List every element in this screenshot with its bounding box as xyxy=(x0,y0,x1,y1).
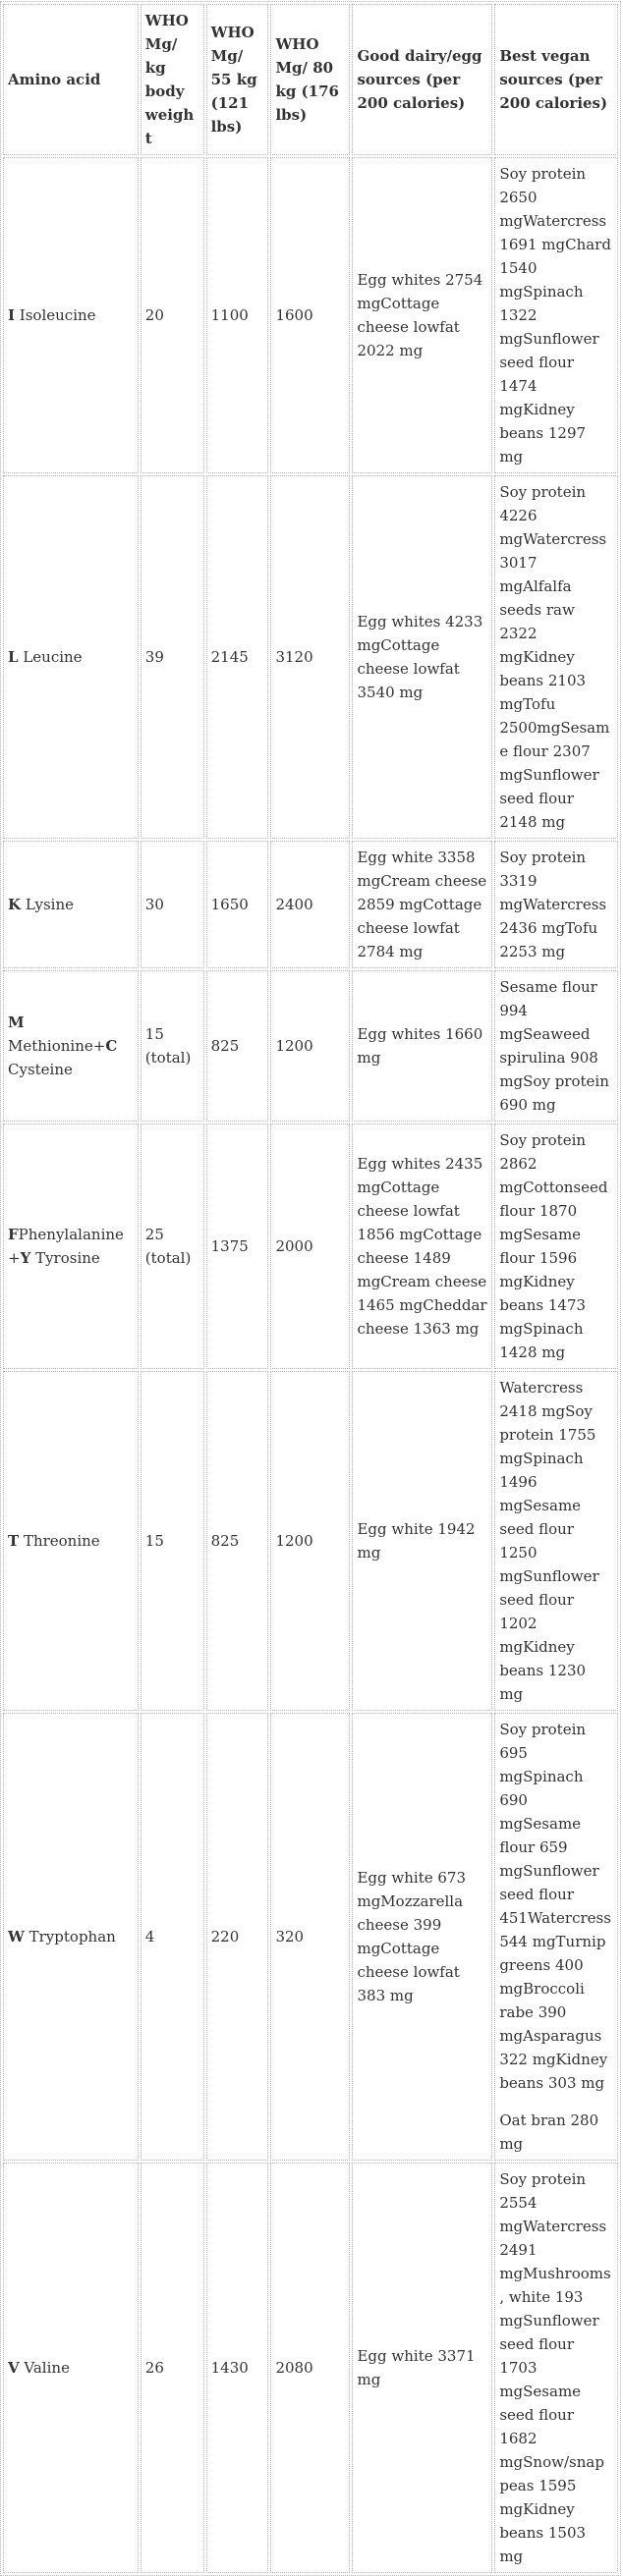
amino-acid-letter-2: Y xyxy=(20,1249,31,1267)
amino-acid-name-2: Tyrosine xyxy=(30,1249,100,1267)
amino-acid-name-2: Cysteine xyxy=(8,1061,73,1078)
who-55kg-cell: 1430 xyxy=(206,2163,269,2573)
dairy-sources-cell: Egg whites 2435 mgCottage cheese lowfat 1856 mgCottage cheese 1489 mgCream cheese 1465 mgCheddar cheese 1363 mg xyxy=(352,1124,492,1369)
vegan-sources-text: Soy protein 2650 mgWatercress 1691 mgChard 1540 mgSpinach 1322 mgSunflower seed flour 1474 mgKidney beans 1297 mg xyxy=(499,165,611,466)
vegan-sources-cell xyxy=(494,2163,618,2573)
header-vegan-sources: Best vegan sources (per 200 calories) xyxy=(494,4,618,155)
amino-acid-cell xyxy=(3,475,139,839)
vegan-sources-text: Soy protein 3319 mgWatercress 2436 mgTofu 2253 mg xyxy=(499,849,607,960)
amino-acid-cell xyxy=(3,2163,139,2573)
vegan-sources-text: Soy protein 2554 mgWatercress 2491 mgMushrooms, white 193 mgSunflower seed flour 1703 mgSesame seed flour 1682 mgSnow/snap peas 1595 mgKidney beans 1503 mg xyxy=(499,2170,611,2565)
amino-acid-letter: K xyxy=(8,896,22,913)
who-per-kg-cell: 20 xyxy=(141,157,204,473)
who-55kg-cell: 2145 xyxy=(206,475,269,839)
header-row xyxy=(3,4,618,155)
table-body xyxy=(3,4,618,2573)
table-row xyxy=(3,970,618,1122)
vegan-sources-text: Sesame flour 994 mgSeaweed spirulina 908 mgSoy protein 690 mg xyxy=(499,978,609,1114)
vegan-sources-text: Soy protein 2862 mgCottonseed flour 1870 mgSesame flour 1596 mgKidney beans 1473 mgSpinach 1428 mg xyxy=(499,1131,608,1361)
amino-acid-letter: I xyxy=(8,306,16,324)
amino-acid-letter-2: C xyxy=(105,1037,118,1055)
table-row xyxy=(3,2163,618,2573)
who-80kg-cell: 3120 xyxy=(270,475,350,839)
amino-acid-cell xyxy=(3,841,139,968)
who-80kg-cell: 1600 xyxy=(270,157,350,473)
amino-acid-letter: L xyxy=(8,648,19,666)
amino-acid-name: Threonine xyxy=(19,1532,100,1550)
dairy-sources-cell: Egg whites 4233 mgCottage cheese lowfat 3540 mg xyxy=(352,475,492,839)
vegan-sources-cell xyxy=(494,1371,618,1711)
who-55kg-cell: 1650 xyxy=(206,841,269,968)
dairy-sources-cell: Egg whites 2754 mgCottage cheese lowfat 2022 mg xyxy=(352,157,492,473)
amino-acid-name: Leucine xyxy=(18,648,83,666)
who-80kg-cell: 1200 xyxy=(270,1371,350,1711)
who-55kg-cell: 825 xyxy=(206,970,269,1122)
who-per-kg-cell: 15 xyxy=(141,1371,204,1711)
amino-acid-name: Lysine xyxy=(21,896,75,913)
vegan-sources-text: Watercress 2418 mgSoy protein 1755 mgSpinach 1496 mgSesame seed flour 1250 mgSunflower seed flour 1202 mgKidney beans 1230 mg xyxy=(499,1379,599,1703)
table-row xyxy=(3,1713,618,2161)
who-80kg-cell: 2400 xyxy=(270,841,350,968)
table-row xyxy=(3,1124,618,1369)
amino-acid-letter: F xyxy=(8,1226,19,1243)
vegan-sources-extra: Oat bran 280 mg xyxy=(499,2111,599,2153)
who-per-kg-cell: 26 xyxy=(141,2163,204,2573)
who-per-kg-cell: 39 xyxy=(141,475,204,839)
who-80kg-cell: 2000 xyxy=(270,1124,350,1369)
who-80kg-cell: 320 xyxy=(270,1713,350,2161)
amino-acid-letter: W xyxy=(8,1928,25,1946)
dairy-sources-cell: Egg white 3358 mgCream cheese 2859 mgCottage cheese lowfat 2784 mg xyxy=(352,841,492,968)
who-per-kg-cell: 4 xyxy=(141,1713,204,2161)
amino-acid-cell xyxy=(3,1713,139,2161)
who-80kg-cell: 1200 xyxy=(270,970,350,1122)
vegan-sources-cell xyxy=(494,1713,618,2161)
vegan-sources-cell xyxy=(494,157,618,473)
amino-acid-name: Phenylalanine+ xyxy=(8,1226,124,1267)
table-row xyxy=(3,475,618,839)
vegan-sources-text: Soy protein 695 mgSpinach 690 mgSesame flour 659 mgSunflower seed flour 451Watercress 544 mgTurnip greens 400 mgBroccoli rabe 390 mgAsparagus 322 mgKidney beans 303 mg xyxy=(499,1721,611,2092)
amino-acid-letter: T xyxy=(8,1532,20,1550)
vegan-sources-cell xyxy=(494,475,618,839)
header-who-80kg: WHO Mg/ 80 kg (176 lbs) xyxy=(270,4,350,155)
table-row xyxy=(3,841,618,968)
amino-acid-name: Isoleucine xyxy=(15,306,96,324)
who-55kg-cell: 825 xyxy=(206,1371,269,1711)
header-who-55kg: WHO Mg/ 55 kg (121 lbs) xyxy=(206,4,269,155)
dairy-sources-cell: Egg white 3371 mg xyxy=(352,2163,492,2573)
dairy-sources-cell: Egg whites 1660 mg xyxy=(352,970,492,1122)
amino-acid-name: Tryptophan xyxy=(24,1928,116,1946)
amino-acid-name: Valine xyxy=(19,2359,70,2377)
vegan-sources-cell xyxy=(494,970,618,1122)
dairy-sources-cell: Egg white 673 mgMozzarella cheese 399 mgCottage cheese lowfat 383 mg xyxy=(352,1713,492,2161)
header-dairy-egg-sources: Good dairy/egg sources (per 200 calories) xyxy=(352,4,492,155)
header-amino-acid: Amino acid xyxy=(3,4,139,155)
vegan-sources-cell xyxy=(494,1124,618,1369)
who-per-kg-cell: 25 (total) xyxy=(141,1124,204,1369)
table-row xyxy=(3,1371,618,1711)
amino-acid-letter: M xyxy=(8,1014,25,1031)
who-80kg-cell: 2080 xyxy=(270,2163,350,2573)
amino-acid-cell xyxy=(3,157,139,473)
vegan-sources-cell xyxy=(494,841,618,968)
who-55kg-cell: 220 xyxy=(206,1713,269,2161)
amino-acid-table xyxy=(0,1,621,2576)
header-who-per-kg: WHO Mg/ kg body weight xyxy=(141,4,204,155)
who-per-kg-cell: 30 xyxy=(141,841,204,968)
vegan-sources-text: Soy protein 4226 mgWatercress 3017 mgAlfalfa seeds raw 2322 mgKidney beans 2103 mgTofu 2500mgSesame flour 2307 mgSunflower seed flour 2148 mg xyxy=(499,483,610,831)
table-row xyxy=(3,157,618,473)
who-55kg-cell: 1100 xyxy=(206,157,269,473)
amino-acid-cell xyxy=(3,970,139,1122)
amino-acid-name: Methionine+ xyxy=(8,1037,106,1055)
amino-acid-letter: V xyxy=(8,2359,20,2377)
dairy-sources-cell: Egg white 1942 mg xyxy=(352,1371,492,1711)
amino-acid-cell xyxy=(3,1371,139,1711)
amino-acid-cell xyxy=(3,1124,139,1369)
who-per-kg-cell: 15 (total) xyxy=(141,970,204,1122)
who-55kg-cell: 1375 xyxy=(206,1124,269,1369)
